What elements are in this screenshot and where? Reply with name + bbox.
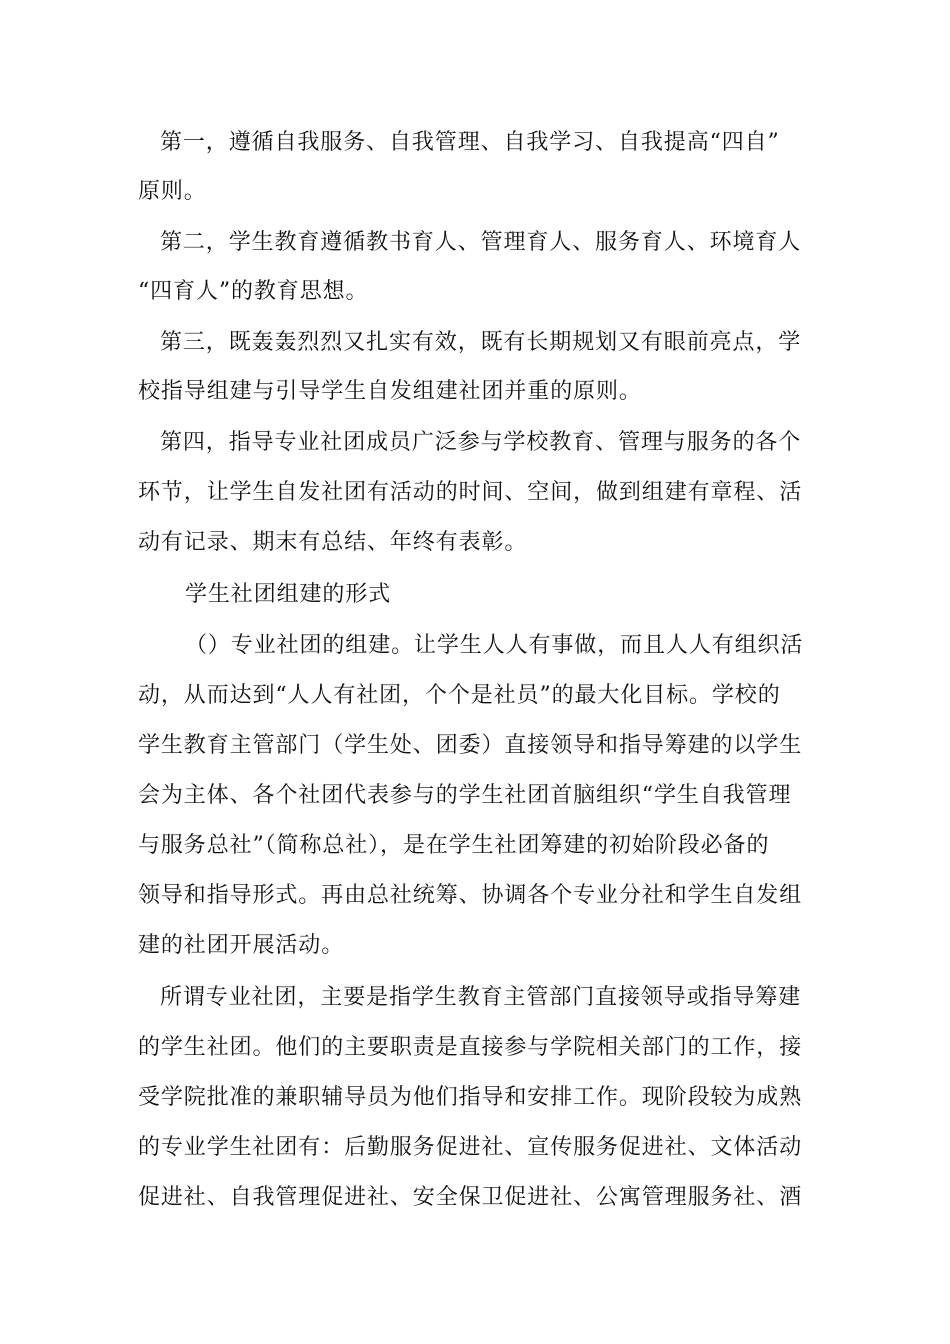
paragraph-4-line-1: 第四，指导专业社团成员广泛参与学校教育、管理与服务的各个 [160,430,802,455]
paragraph-5-line-7: 建的社团开展活动。 [138,933,345,958]
paragraph-1-line-1: 第一，遵循自我服务、自我管理、自我学习、自我提高“四自” [160,130,780,155]
paragraph-5-line-1: （）专业社团的组建。让学生人人有事做，而且人人有组织活 [185,633,804,658]
paragraph-4-line-3: 动有记录、期末有总结、年终有表彰。 [138,530,528,555]
paragraph-6-line-5: 促进社、自我管理促进社、安全保卫促进社、公寓管理服务社、酒 [138,1185,803,1210]
paragraph-6-line-4: 的专业学生社团有：后勤服务促进社、宣传服务促进社、文体活动 [138,1135,803,1160]
paragraph-5-line-6: 领导和指导形式。再由总社统筹、协调各个专业分社和学生自发组 [138,883,803,908]
paragraph-6-line-2: 的学生社团。他们的主要职责是直接参与学院相关部门的工作，接 [138,1035,803,1060]
paragraph-3-line-1: 第三，既轰轰烈烈又扎实有效，既有长期规划又有眼前亮点，学 [160,330,802,355]
section-heading: 学生社团组建的形式 [185,582,392,607]
paragraph-2-line-2: “四育人”的教育思想。 [138,279,369,304]
paragraph-3-line-2: 校指导组建与引导学生自发组建社团并重的原则。 [138,379,642,404]
paragraph-6-line-3: 受学院批准的兼职辅导员为他们指导和安排工作。现阶段较为成熟 [138,1085,803,1110]
paragraph-5-line-5: 与服务总社”（简称总社），是在学生社团筹建的初始阶段必备的 [138,833,770,858]
paragraph-2-line-1: 第二，学生教育遵循教书育人、管理育人、服务育人、环境育人 [160,230,802,255]
paragraph-1-line-2: 原则。 [138,179,207,204]
paragraph-5-line-3: 学生教育主管部门（学生处、团委）直接领导和指导筹建的以学生 [138,733,803,758]
paragraph-6-line-1: 所谓专业社团，主要是指学生教育主管部门直接领导或指导筹建 [160,985,802,1010]
paragraph-5-line-2: 动，从而达到“人人有社团，个个是社员”的最大化目标。学校的 [138,683,781,708]
paragraph-5-line-4: 会为主体、各个社团代表参与的学生社团首脑组织“学生自我管理 [138,783,792,808]
paragraph-4-line-2: 环节，让学生自发社团有活动的时间、空间，做到组建有章程、活 [138,480,803,505]
